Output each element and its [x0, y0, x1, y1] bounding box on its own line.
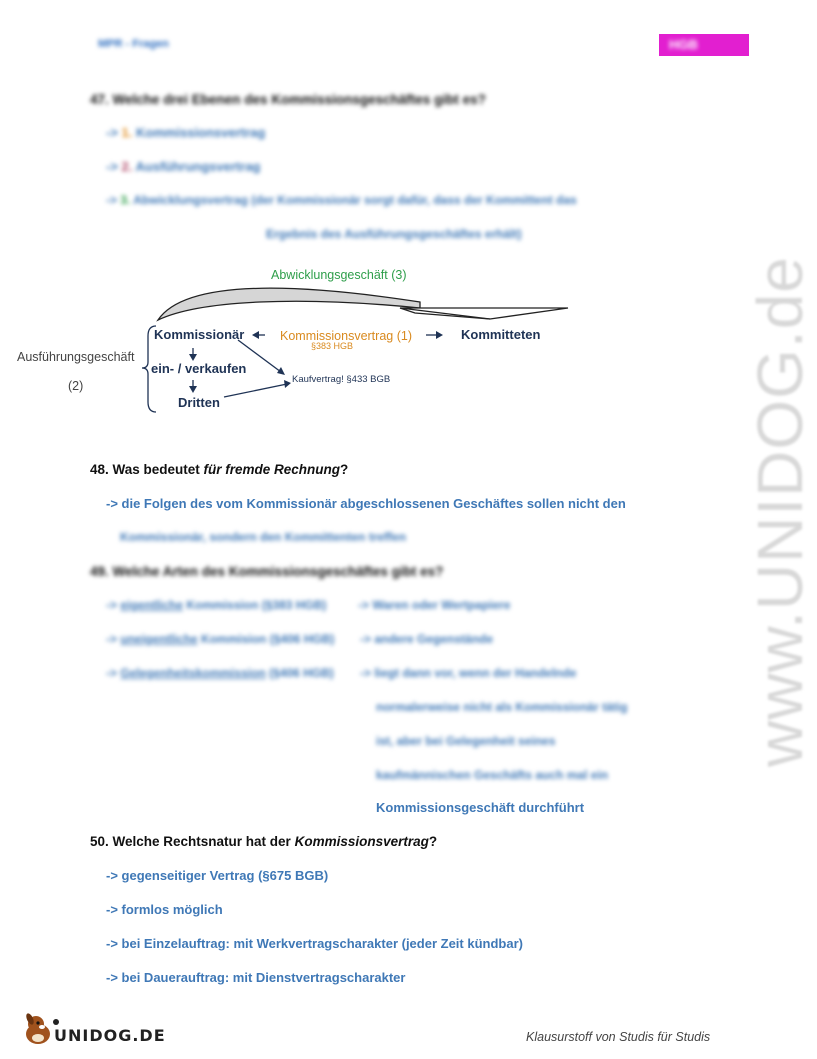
arrow: -> — [106, 193, 118, 207]
q50-item-2: -> formlos möglich — [106, 902, 223, 917]
ausfuehrung-number: (2) — [68, 379, 84, 393]
q47-item-1 — [106, 125, 265, 140]
abwicklung-arrow — [158, 288, 420, 320]
kommissionaer-label: Kommissionär — [154, 327, 245, 342]
arrow-right — [436, 331, 443, 339]
q49-row-2-result: -> andere Gegenstände — [360, 632, 494, 646]
arrow-kauf-1 — [277, 367, 285, 375]
q50-item-1: -> gegenseitiger Vertrag (§675 BGB) — [106, 868, 329, 883]
footer-tagline: Klausurstoff von Studis für Studis — [526, 1030, 711, 1044]
arrow: -> — [106, 125, 118, 140]
question-50-title: 50. Welche Rechtsnatur hat der Kommissionsvertrag? — [90, 834, 438, 849]
q47-item-2 — [106, 159, 261, 174]
q49-row-1-result: -> Waren oder Wertpapiere — [358, 598, 511, 612]
q49-row-3-result: -> liegt dann vor, wenn der Handelnde — [360, 666, 577, 680]
q50-item-4: -> bei Dauerauftrag: mit Dienstvertragscharakter — [106, 970, 406, 985]
q49-cont-3: kaufmännischen Geschäfts auch mal ein — [376, 768, 609, 782]
q47-item-3-continuation: Ergebnis des Ausführungsgeschäftes erhält) — [266, 227, 522, 241]
watermark: www.UNIDOG.de — [744, 256, 816, 767]
q49-cont-2: ist, aber bei Gelegenheit seines — [376, 734, 556, 748]
ausfuehrung-label: Ausführungsgeschäft — [17, 350, 135, 364]
footer-logo — [22, 1012, 166, 1053]
item-number: 2. — [121, 159, 133, 174]
q49-row-1: -> eigentliche Kommission (§383 HGB) — [106, 598, 327, 612]
kommitteten-label: Kommitteten — [461, 327, 541, 342]
item-text: Kommissionsvertrag — [136, 125, 266, 140]
arrow-kauf-2 — [284, 380, 291, 388]
kommissionsvertrag-label: Kommissionsvertrag (1) — [280, 329, 412, 343]
q47-item-3 — [106, 193, 577, 207]
item-number: 3. — [120, 193, 131, 207]
question-49-title: 49. Welche Arten des Kommissionsgeschäftes gibt es? — [90, 564, 444, 579]
q49-cont-1: normalerweise nicht als Kommissionär tätig — [376, 700, 628, 714]
q48-line-2: Kommissionär, sondern den Kommittenten treffen — [120, 530, 407, 544]
dritten-label: Dritten — [178, 395, 220, 410]
question-47-title: 47. Welche drei Ebenen des Kommissionsgeschäftes gibt es? — [90, 92, 486, 107]
paragraph-383-label: §383 HGB — [311, 341, 354, 351]
arrow: -> — [106, 159, 118, 174]
arrow-down-1 — [189, 354, 197, 361]
subject-badge-text: HGB — [669, 37, 698, 52]
q48-line-1: -> die Folgen des vom Kommissionär abgeschlossenen Geschäftes sollen nicht den — [106, 496, 626, 511]
q49-row-2: -> uneigentliche Kommision (§406 HGB) — [106, 632, 335, 646]
header-label: MPR - Fragen — [98, 38, 169, 50]
arrow-down-2 — [189, 386, 197, 393]
q49-row-3: -> Gelegenheitskommission (§406 HGB) — [106, 666, 334, 680]
q50-item-3: -> bei Einzelauftrag: mit Werkvertragscharakter (jeder Zeit kündbar) — [106, 936, 523, 951]
item-text: Ausführungsvertrag — [135, 159, 261, 174]
question-48-title: 48. Was bedeutet für fremde Rechnung? — [90, 462, 349, 477]
q49-cont-4: Kommissionsgeschäft durchführt — [376, 800, 585, 815]
einverkaufen-label: ein- / verkaufen — [151, 361, 247, 376]
kaufvertrag-label: Kaufvertrag! §433 BGB — [292, 374, 391, 385]
abwicklung-label: Abwicklungsgeschäft (3) — [271, 268, 407, 282]
item-number: 1. — [121, 125, 133, 140]
subject-badge — [659, 34, 749, 56]
arrow-left — [252, 331, 259, 339]
footer-logo-text: UNIDOG.DE — [54, 1026, 166, 1045]
item-text: Abwicklungsvertrag (der Kommissionär sorgt dafür, dass der Kommittent das — [133, 193, 577, 207]
